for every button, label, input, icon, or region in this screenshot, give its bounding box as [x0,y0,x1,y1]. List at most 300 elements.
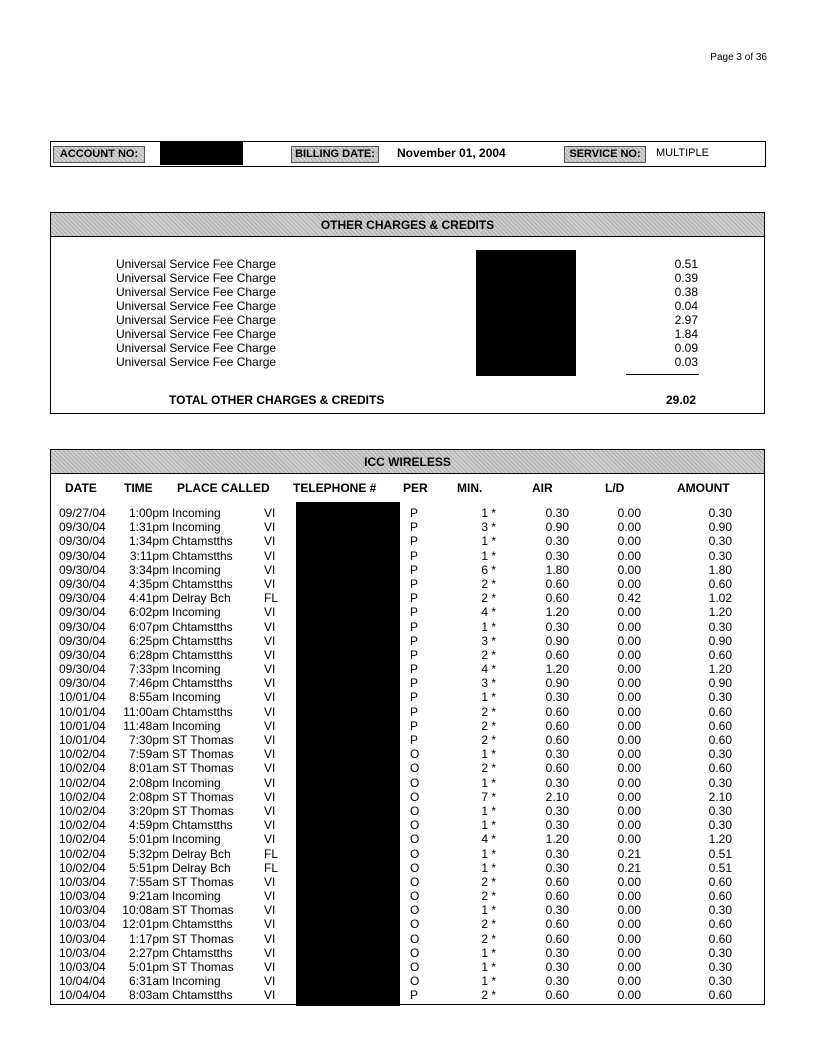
call-amount: 0.60 [708,576,732,591]
total-other-charges-amount: 29.02 [665,393,696,407]
call-ld: 0.00 [617,889,641,904]
call-place: Incoming [172,690,221,705]
call-air: 0.30 [545,860,569,875]
fee-item-label: Universal Service Fee Charge [116,257,277,271]
call-minutes: 2 * [481,761,496,776]
call-air: 0.30 [545,960,569,974]
col-amount-header: AMOUNT [677,481,730,495]
call-minutes: 1 * [481,747,496,762]
call-place: Chtamstths [172,633,233,648]
call-time: 7:33pm [128,662,169,677]
call-air: 0.30 [545,945,569,960]
call-air: 0.30 [545,619,569,634]
call-period: P [410,733,419,747]
call-period: O [410,874,420,889]
call-minutes: 1 * [481,803,496,818]
call-date: 10/02/04 [59,775,106,790]
call-air: 0.60 [545,704,569,719]
col-per-header: PER [403,481,428,495]
call-amount: 0.30 [708,506,732,520]
call-ld: 0.00 [617,988,641,1003]
call-place: Chtamstths [172,818,233,833]
call-amount: 0.30 [708,974,732,989]
call-period: P [410,576,419,591]
call-amount: 0.60 [708,761,732,776]
call-minutes: 1 * [481,945,496,960]
redacted-account-number [160,142,243,165]
call-amount: 0.30 [708,803,732,818]
fee-item-amount: 0.03 [674,355,698,369]
call-amount: 0.60 [708,889,732,904]
call-ld: 0.00 [617,803,641,818]
call-date: 10/02/04 [59,832,106,847]
call-amount: 0.90 [708,633,732,648]
call-place: ST Thomas [172,789,234,804]
col-time-header: TIME [124,481,153,495]
call-ld: 0.00 [617,733,641,747]
billing-date-value: November 01, 2004 [397,146,506,160]
call-place: Incoming [172,520,221,535]
call-minutes: 1 * [481,818,496,833]
call-amount: 0.60 [708,704,732,719]
call-amount: 0.51 [708,846,732,861]
call-air: 0.90 [545,633,569,648]
call-ld: 0.00 [617,576,641,591]
call-place: Chtamstths [172,917,233,932]
call-amount: 0.60 [708,733,732,747]
call-ld: 0.00 [617,690,641,705]
call-amount: 0.60 [708,647,732,662]
call-date: 09/30/04 [59,605,106,620]
call-minutes: 2 * [481,647,496,662]
call-minutes: 6 * [481,562,496,577]
call-minutes: 4 * [481,662,496,677]
total-other-charges-label: TOTAL OTHER CHARGES & CREDITS [169,393,385,407]
call-time: 1:17pm [128,931,169,946]
call-minutes: 1 * [481,846,496,861]
col-air-header: AIR [532,481,553,495]
call-date: 10/03/04 [59,931,106,946]
call-date: 09/30/04 [59,548,106,563]
table-row [51,719,764,733]
call-time: 1:00pm [128,506,169,520]
call-amount: 0.30 [708,690,732,705]
fee-item-amount: 0.38 [674,285,698,299]
col-min-header: MIN. [457,481,483,495]
call-ld: 0.00 [617,903,641,918]
call-state: VI [264,761,276,776]
call-date: 10/02/04 [59,747,106,762]
call-period: P [410,988,419,1003]
call-time: 5:32pm [128,846,169,861]
call-date: 10/02/04 [59,846,106,861]
call-minutes: 1 * [481,534,496,549]
call-amount: 0.60 [708,931,732,946]
call-air: 0.60 [545,931,569,946]
call-period: P [410,676,419,691]
call-amount: 0.60 [708,718,732,733]
call-place: Incoming [172,832,221,847]
call-time: 2:08pm [128,789,169,804]
call-ld: 0.00 [617,818,641,833]
call-date: 10/03/04 [59,889,106,904]
other-charges-title: OTHER CHARGES & CREDITS [51,213,764,237]
account-no-label: ACCOUNT NO: [53,146,145,163]
call-ld: 0.21 [617,860,641,875]
table-row [51,988,764,1002]
call-period: P [410,690,419,705]
call-minutes: 4 * [481,605,496,620]
table-row [51,563,764,577]
fee-item-label: Universal Service Fee Charge [116,313,277,327]
call-ld: 0.00 [617,676,641,691]
call-time: 8:01am [128,761,169,776]
call-date: 10/02/04 [59,818,106,833]
call-state: VI [264,676,276,691]
call-air: 1.20 [545,832,569,847]
call-period: P [410,534,419,549]
call-place: Incoming [172,718,221,733]
account-header-bar [50,141,766,167]
fee-item-label: Universal Service Fee Charge [116,271,277,285]
call-state: VI [264,690,276,705]
table-row [51,520,764,534]
table-row [51,690,764,704]
call-time: 10:08am [122,903,169,918]
call-air: 0.60 [545,761,569,776]
call-minutes: 1 * [481,860,496,875]
call-period: P [410,704,419,719]
fee-item-amount: 0.04 [674,299,698,313]
call-period: O [410,889,420,904]
call-ld: 0.00 [617,704,641,719]
call-period: O [410,917,420,932]
call-date: 09/27/04 [59,506,106,520]
call-minutes: 7 * [481,789,496,804]
call-minutes: 2 * [481,718,496,733]
call-place: ST Thomas [172,931,234,946]
call-rows [51,506,764,1003]
call-state: VI [264,874,276,889]
call-place: ST Thomas [172,733,234,747]
call-state: VI [264,548,276,563]
table-row [51,790,764,804]
page-number: Page 3 of 36 [710,52,767,63]
call-time: 11:48am [123,718,169,733]
table-row [51,549,764,563]
call-place: Incoming [172,605,221,620]
call-air: 0.30 [545,803,569,818]
call-period: O [410,775,420,790]
call-amount: 0.30 [708,960,732,974]
table-row [51,932,764,946]
call-date: 10/02/04 [59,761,106,776]
call-time: 1:31pm [128,520,169,535]
call-minutes: 2 * [481,874,496,889]
call-air: 1.80 [545,562,569,577]
table-row [51,960,764,974]
call-state: VI [264,733,276,747]
icc-wireless-section [50,449,765,1005]
fee-item-amount: 0.39 [674,271,698,285]
call-state: VI [264,945,276,960]
call-place: Incoming [172,662,221,677]
call-date: 09/30/04 [59,520,106,535]
call-minutes: 1 * [481,775,496,790]
call-time: 7:55am [128,874,169,889]
call-ld: 0.00 [617,761,641,776]
call-air: 0.60 [545,917,569,932]
call-air: 0.30 [545,775,569,790]
call-amount: 0.90 [708,676,732,691]
call-time: 2:08pm [128,775,169,790]
call-place: Chtamstths [172,619,233,634]
call-date: 09/30/04 [59,662,106,677]
call-date: 09/30/04 [59,619,106,634]
call-ld: 0.00 [617,633,641,648]
call-state: FL [264,846,279,861]
call-ld: 0.00 [617,662,641,677]
call-place: ST Thomas [172,903,234,918]
table-row [51,761,764,775]
call-ld: 0.00 [617,917,641,932]
call-time: 11:00am [123,704,169,719]
call-place: ST Thomas [172,761,234,776]
call-minutes: 1 * [481,960,496,974]
call-time: 8:03am [128,988,169,1003]
call-period: P [410,520,419,535]
table-row [51,818,764,832]
call-time: 4:41pm [128,591,169,606]
call-period: P [410,619,419,634]
call-amount: 0.60 [708,917,732,932]
call-air: 0.30 [545,818,569,833]
call-air: 1.20 [545,662,569,677]
call-period: O [410,945,420,960]
call-place: Chtamstths [172,676,233,691]
call-time: 3:11pm [129,548,169,563]
table-row [51,903,764,917]
fee-item-amount: 2.97 [674,313,698,327]
call-amount: 0.30 [708,747,732,762]
call-time: 4:35pm [128,576,169,591]
table-row [51,917,764,931]
table-row [51,946,764,960]
table-row [51,605,764,619]
call-date: 10/04/04 [59,988,106,1003]
call-amount: 0.30 [708,775,732,790]
call-amount: 0.30 [708,818,732,833]
other-charges-section [50,212,765,414]
table-row [51,662,764,676]
call-state: VI [264,903,276,918]
call-state: VI [264,562,276,577]
call-minutes: 2 * [481,591,496,606]
call-ld: 0.00 [617,775,641,790]
call-air: 0.30 [545,506,569,520]
call-ld: 0.00 [617,931,641,946]
fee-item-label: Universal Service Fee Charge [116,299,277,313]
call-period: O [410,789,420,804]
call-minutes: 4 * [481,832,496,847]
call-minutes: 1 * [481,548,496,563]
table-row [51,591,764,605]
call-amount: 1.20 [708,832,732,847]
call-ld: 0.00 [617,534,641,549]
call-period: P [410,548,419,563]
call-period: O [410,832,420,847]
table-row [51,620,764,634]
call-air: 0.30 [545,690,569,705]
redacted-numbers [476,250,576,376]
call-date: 09/30/04 [59,591,106,606]
call-ld: 0.00 [617,520,641,535]
call-time: 7:46pm [128,676,169,691]
call-ld: 0.00 [617,789,641,804]
call-ld: 0.00 [617,562,641,577]
call-air: 0.30 [545,747,569,762]
table-row [51,861,764,875]
subtotal-rule [626,374,699,375]
call-ld: 0.00 [617,619,641,634]
call-air: 0.30 [545,903,569,918]
call-amount: 1.20 [708,662,732,677]
call-place: Chtamstths [172,945,233,960]
call-amount: 2.10 [708,789,732,804]
call-place: Incoming [172,974,221,989]
call-place: Chtamstths [172,548,233,563]
table-row [51,506,764,520]
call-state: FL [264,591,279,606]
call-minutes: 2 * [481,931,496,946]
call-period: O [410,747,420,762]
call-ld: 0.21 [617,846,641,861]
call-minutes: 1 * [481,903,496,918]
call-time: 9:21am [128,889,169,904]
call-date: 10/03/04 [59,874,106,889]
call-date: 10/03/04 [59,903,106,918]
table-row [51,676,764,690]
call-date: 10/03/04 [59,960,106,974]
call-time: 5:01pm [128,960,169,974]
call-place: Incoming [172,506,221,520]
call-ld: 0.00 [617,506,641,520]
call-minutes: 2 * [481,576,496,591]
call-place: Chtamstths [172,534,233,549]
col-ld-header: L/D [605,481,625,495]
call-air: 0.60 [545,591,569,606]
call-minutes: 2 * [481,733,496,747]
call-period: O [410,903,420,918]
fee-item-amount: 0.09 [674,341,698,355]
call-date: 10/01/04 [59,690,106,705]
call-place: Chtamstths [172,576,233,591]
call-period: P [410,718,419,733]
call-time: 2:27pm [128,945,169,960]
call-date: 09/30/04 [59,576,106,591]
col-place-header: PLACE CALLED [177,481,270,495]
table-row [51,733,764,747]
table-row [51,832,764,846]
call-period: O [410,761,420,776]
call-minutes: 2 * [481,704,496,719]
call-state: VI [264,576,276,591]
call-period: O [410,846,420,861]
call-amount: 0.90 [708,520,732,535]
col-telephone-header: TELEPHONE # [293,481,377,495]
call-amount: 0.60 [708,874,732,889]
call-place: ST Thomas [172,747,234,762]
call-place: Incoming [172,889,221,904]
call-state: VI [264,803,276,818]
call-time: 5:01pm [128,832,169,847]
call-minutes: 3 * [481,676,496,691]
call-minutes: 1 * [481,690,496,705]
call-date: 10/04/04 [59,974,106,989]
call-state: VI [264,534,276,549]
call-state: VI [264,619,276,634]
table-row [51,804,764,818]
call-minutes: 1 * [481,974,496,989]
call-air: 0.30 [545,974,569,989]
call-date: 10/02/04 [59,860,106,875]
call-place: Delray Bch [172,591,231,606]
call-minutes: 2 * [481,917,496,932]
call-amount: 0.60 [708,988,732,1003]
call-state: VI [264,818,276,833]
call-time: 6:02pm [128,605,169,620]
call-amount: 0.30 [708,619,732,634]
call-air: 0.90 [545,520,569,535]
call-period: O [410,931,420,946]
icc-wireless-title: ICC WIRELESS [51,450,764,474]
call-amount: 0.30 [708,534,732,549]
call-state: VI [264,520,276,535]
call-date: 09/30/04 [59,676,106,691]
call-air: 1.20 [545,605,569,620]
call-ld: 0.00 [617,718,641,733]
call-period: O [410,860,420,875]
fee-item-label: Universal Service Fee Charge [116,355,277,369]
call-time: 3:34pm [128,562,169,577]
call-air: 0.60 [545,647,569,662]
call-state: VI [264,889,276,904]
call-state: VI [264,960,276,974]
call-time: 8:55am [128,690,169,705]
call-state: VI [264,647,276,662]
call-state: VI [264,917,276,932]
call-time: 7:30pm [128,733,169,747]
call-ld: 0.00 [617,945,641,960]
call-time: 6:25pm [128,633,169,648]
call-time: 12:01pm [122,917,169,932]
call-date: 10/02/04 [59,789,106,804]
table-row [51,648,764,662]
call-date: 09/30/04 [59,534,106,549]
call-minutes: 1 * [481,506,496,520]
call-state: VI [264,718,276,733]
call-period: O [410,818,420,833]
call-amount: 0.30 [708,548,732,563]
call-ld: 0.00 [617,832,641,847]
call-minutes: 2 * [481,889,496,904]
call-minutes: 1 * [481,619,496,634]
call-period: P [410,506,419,520]
call-time: 7:59am [128,747,169,762]
call-minutes: 3 * [481,520,496,535]
call-period: O [410,803,420,818]
call-time: 4:59pm [128,818,169,833]
